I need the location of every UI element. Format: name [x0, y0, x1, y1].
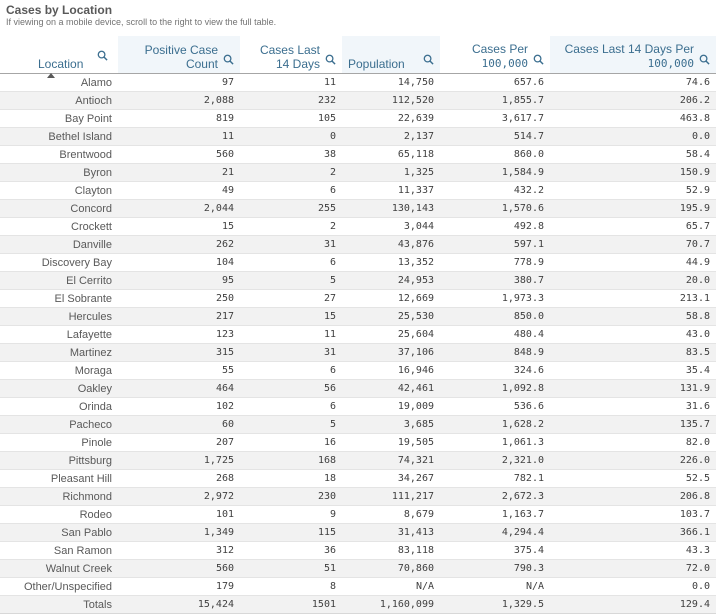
table-row [0, 560, 716, 578]
cell-positive-case-count: 60 [118, 416, 240, 434]
cell-location: Bethel Island [0, 128, 118, 146]
cell-cases-last-14-days-per-100000: 74.6 [550, 74, 716, 92]
cell-cases-last-14-days: 2 [240, 164, 342, 182]
column-header-cases-per-100000[interactable] [440, 36, 550, 74]
search-icon[interactable] [423, 54, 434, 65]
cell-location: Lafayette [0, 326, 118, 344]
table-row [0, 236, 716, 254]
cell-cases-last-14-days: 2 [240, 218, 342, 236]
cell-population: 112,520 [342, 92, 440, 110]
cell-population: 31,413 [342, 524, 440, 542]
cell-cases-last-14-days: 230 [240, 488, 342, 506]
cell-positive-case-count: 2,044 [118, 200, 240, 218]
cell-cases-last-14-days-per-100000: 52.9 [550, 182, 716, 200]
cell-population: 13,352 [342, 254, 440, 272]
cell-cases-last-14-days: 9 [240, 506, 342, 524]
totals-row [0, 596, 716, 614]
cell-cases-per-100000: 324.6 [440, 362, 550, 380]
cell-population: 14,750 [342, 74, 440, 92]
cell-cases-last-14-days-per-100000: 82.0 [550, 434, 716, 452]
cell-location: Pleasant Hill [0, 470, 118, 488]
cell-cases-last-14-days: 6 [240, 254, 342, 272]
table-row [0, 578, 716, 596]
cell-cases-per-100000: 514.7 [440, 128, 550, 146]
cell-cases-per-100000: 790.3 [440, 560, 550, 578]
cell-location: Discovery Bay [0, 254, 118, 272]
cell-cases-per-100000: 480.4 [440, 326, 550, 344]
cell-cases-last-14-days: 6 [240, 362, 342, 380]
cell-location: Other/Unspecified [0, 578, 118, 596]
cell-cases-last-14-days-per-100000: 463.8 [550, 110, 716, 128]
search-icon[interactable] [325, 54, 336, 65]
cell-cases-last-14-days: 0 [240, 128, 342, 146]
cell-cases-last-14-days-per-100000: 70.7 [550, 236, 716, 254]
cell-cases-last-14-days: 27 [240, 290, 342, 308]
cell-population: 2,137 [342, 128, 440, 146]
table-row [0, 362, 716, 380]
cell-cases-last-14-days-per-100000: 83.5 [550, 344, 716, 362]
cell-location: Clayton [0, 182, 118, 200]
cell-cases-per-100000: 4,294.4 [440, 524, 550, 542]
cell-cases-last-14-days: 1501 [240, 596, 342, 614]
table-body [0, 74, 716, 614]
cell-positive-case-count: 97 [118, 74, 240, 92]
cell-location: Walnut Creek [0, 560, 118, 578]
cell-positive-case-count: 560 [118, 146, 240, 164]
cell-cases-last-14-days-per-100000: 43.0 [550, 326, 716, 344]
cell-cases-per-100000: 2,321.0 [440, 452, 550, 470]
cell-positive-case-count: 312 [118, 542, 240, 560]
table-title: Cases by Location [6, 3, 113, 17]
cell-location: Danville [0, 236, 118, 254]
cell-positive-case-count: 250 [118, 290, 240, 308]
cell-location: Pinole [0, 434, 118, 452]
cell-cases-last-14-days-per-100000: 0.0 [550, 578, 716, 596]
cell-location: El Sobrante [0, 290, 118, 308]
cell-population: 83,118 [342, 542, 440, 560]
table-row [0, 452, 716, 470]
cell-positive-case-count: 268 [118, 470, 240, 488]
cell-population: 12,669 [342, 290, 440, 308]
cell-cases-last-14-days: 11 [240, 326, 342, 344]
cell-location: San Pablo [0, 524, 118, 542]
cell-population: 3,044 [342, 218, 440, 236]
cell-cases-last-14-days: 36 [240, 542, 342, 560]
cell-population: 43,876 [342, 236, 440, 254]
cell-cases-last-14-days: 105 [240, 110, 342, 128]
cell-positive-case-count: 2,088 [118, 92, 240, 110]
cell-positive-case-count: 55 [118, 362, 240, 380]
cell-location: Bay Point [0, 110, 118, 128]
cell-cases-last-14-days-per-100000: 43.3 [550, 542, 716, 560]
cell-cases-per-100000: 432.2 [440, 182, 550, 200]
cell-positive-case-count: 11 [118, 128, 240, 146]
table-row [0, 380, 716, 398]
column-header-cases-last-14-days-per-100000[interactable] [550, 36, 716, 74]
column-header-population[interactable] [342, 36, 440, 74]
cell-cases-last-14-days: 6 [240, 182, 342, 200]
cell-cases-last-14-days-per-100000: 58.8 [550, 308, 716, 326]
cell-cases-last-14-days: 5 [240, 416, 342, 434]
cell-positive-case-count: 1,725 [118, 452, 240, 470]
cell-cases-last-14-days: 115 [240, 524, 342, 542]
cell-location: Orinda [0, 398, 118, 416]
cell-population: 25,530 [342, 308, 440, 326]
cell-cases-last-14-days: 31 [240, 236, 342, 254]
cell-population: 24,953 [342, 272, 440, 290]
cell-cases-per-100000: 1,628.2 [440, 416, 550, 434]
cell-cases-per-100000: 1,061.3 [440, 434, 550, 452]
table-row [0, 488, 716, 506]
cell-cases-last-14-days-per-100000: 135.7 [550, 416, 716, 434]
table-row [0, 542, 716, 560]
cell-cases-per-100000: 1,329.5 [440, 596, 550, 614]
cell-cases-last-14-days-per-100000: 131.9 [550, 380, 716, 398]
cell-population: 19,505 [342, 434, 440, 452]
cell-cases-per-100000: 850.0 [440, 308, 550, 326]
cell-population: 1,325 [342, 164, 440, 182]
table-row [0, 182, 716, 200]
cell-cases-last-14-days-per-100000: 58.4 [550, 146, 716, 164]
cell-cases-last-14-days: 5 [240, 272, 342, 290]
cell-location: Oakley [0, 380, 118, 398]
column-label-positive-case-count: Positive Case Count [144, 43, 218, 71]
table-row [0, 200, 716, 218]
cell-location: San Ramon [0, 542, 118, 560]
search-icon[interactable] [97, 50, 108, 61]
cell-cases-last-14-days-per-100000: 65.7 [550, 218, 716, 236]
cell-positive-case-count: 101 [118, 506, 240, 524]
cell-cases-last-14-days: 51 [240, 560, 342, 578]
cell-cases-last-14-days-per-100000: 103.7 [550, 506, 716, 524]
cell-cases-per-100000: 375.4 [440, 542, 550, 560]
cell-population: N/A [342, 578, 440, 596]
cell-cases-last-14-days: 232 [240, 92, 342, 110]
cell-cases-per-100000: 657.6 [440, 74, 550, 92]
cell-population: 65,118 [342, 146, 440, 164]
cell-location: Concord [0, 200, 118, 218]
cell-cases-last-14-days-per-100000: 150.9 [550, 164, 716, 182]
search-icon[interactable] [699, 54, 710, 65]
cell-positive-case-count: 95 [118, 272, 240, 290]
table-row [0, 146, 716, 164]
column-label-cases-last-14-days: Cases Last 14 Days [259, 43, 320, 71]
cell-positive-case-count: 123 [118, 326, 240, 344]
cell-population: 42,461 [342, 380, 440, 398]
cell-cases-last-14-days: 6 [240, 398, 342, 416]
cell-cases-last-14-days-per-100000: 129.4 [550, 596, 716, 614]
cell-cases-per-100000: 2,672.3 [440, 488, 550, 506]
column-header-location[interactable] [0, 36, 118, 74]
cell-location: Hercules [0, 308, 118, 326]
cell-location: Richmond [0, 488, 118, 506]
cell-positive-case-count: 262 [118, 236, 240, 254]
cell-positive-case-count: 102 [118, 398, 240, 416]
cell-cases-per-100000: 492.8 [440, 218, 550, 236]
table-row [0, 506, 716, 524]
search-icon[interactable] [533, 54, 544, 65]
cell-cases-last-14-days-per-100000: 206.2 [550, 92, 716, 110]
cell-cases-per-100000: 1,570.6 [440, 200, 550, 218]
cell-cases-per-100000: 848.9 [440, 344, 550, 362]
cell-cases-last-14-days: 255 [240, 200, 342, 218]
column-header-cases-last-14-days[interactable] [240, 36, 342, 74]
cell-cases-last-14-days-per-100000: 72.0 [550, 560, 716, 578]
table-row [0, 164, 716, 182]
cell-location: Pittsburg [0, 452, 118, 470]
cell-positive-case-count: 819 [118, 110, 240, 128]
table-row [0, 524, 716, 542]
cell-positive-case-count: 21 [118, 164, 240, 182]
table-row [0, 110, 716, 128]
cell-location: El Cerrito [0, 272, 118, 290]
cell-cases-last-14-days-per-100000: 0.0 [550, 128, 716, 146]
cell-cases-per-100000: 597.1 [440, 236, 550, 254]
cell-cases-per-100000: 1,584.9 [440, 164, 550, 182]
cell-positive-case-count: 1,349 [118, 524, 240, 542]
cell-cases-per-100000: 3,617.7 [440, 110, 550, 128]
column-label-location: Location [38, 57, 84, 71]
cell-population: 111,217 [342, 488, 440, 506]
cell-cases-last-14-days-per-100000: 35.4 [550, 362, 716, 380]
cell-location: Crockett [0, 218, 118, 236]
cell-population: 22,639 [342, 110, 440, 128]
cell-population: 11,337 [342, 182, 440, 200]
cell-positive-case-count: 15,424 [118, 596, 240, 614]
cell-population: 19,009 [342, 398, 440, 416]
table-row [0, 434, 716, 452]
cell-cases-per-100000: 536.6 [440, 398, 550, 416]
cell-cases-last-14-days-per-100000: 226.0 [550, 452, 716, 470]
cell-positive-case-count: 2,972 [118, 488, 240, 506]
column-header-positive-case-count[interactable] [118, 36, 240, 74]
table-row [0, 254, 716, 272]
cell-cases-last-14-days-per-100000: 213.1 [550, 290, 716, 308]
cell-population: 130,143 [342, 200, 440, 218]
cell-cases-last-14-days: 15 [240, 308, 342, 326]
table-row [0, 398, 716, 416]
table-row [0, 470, 716, 488]
cell-positive-case-count: 560 [118, 560, 240, 578]
cell-population: 34,267 [342, 470, 440, 488]
cell-positive-case-count: 207 [118, 434, 240, 452]
cell-location: Brentwood [0, 146, 118, 164]
cell-population: 16,946 [342, 362, 440, 380]
column-label-cases-last-14-days-per-100000: Cases Last 14 Days Per 100,000 [564, 42, 694, 70]
cell-population: 74,321 [342, 452, 440, 470]
cell-population: 1,160,099 [342, 596, 440, 614]
table-row [0, 74, 716, 92]
cell-location: Martinez [0, 344, 118, 362]
cell-cases-last-14-days: 8 [240, 578, 342, 596]
cell-cases-per-100000: 1,163.7 [440, 506, 550, 524]
cell-cases-per-100000: 782.1 [440, 470, 550, 488]
cell-cases-last-14-days-per-100000: 195.9 [550, 200, 716, 218]
cell-cases-last-14-days-per-100000: 31.6 [550, 398, 716, 416]
cell-population: 37,106 [342, 344, 440, 362]
cell-cases-last-14-days: 31 [240, 344, 342, 362]
cell-positive-case-count: 179 [118, 578, 240, 596]
cell-positive-case-count: 464 [118, 380, 240, 398]
cell-population: 25,604 [342, 326, 440, 344]
table-row [0, 218, 716, 236]
cell-cases-last-14-days: 16 [240, 434, 342, 452]
cell-population: 8,679 [342, 506, 440, 524]
cell-location: Alamo [0, 74, 118, 92]
cell-location: Byron [0, 164, 118, 182]
cases-table [0, 36, 716, 614]
cell-location: Pacheco [0, 416, 118, 434]
cell-population: 70,860 [342, 560, 440, 578]
table-row [0, 344, 716, 362]
cell-positive-case-count: 104 [118, 254, 240, 272]
cell-cases-per-100000: 380.7 [440, 272, 550, 290]
cell-cases-last-14-days: 38 [240, 146, 342, 164]
cell-cases-per-100000: 778.9 [440, 254, 550, 272]
search-icon[interactable] [223, 54, 234, 65]
cell-location: Totals [0, 596, 118, 614]
cell-location: Rodeo [0, 506, 118, 524]
cell-cases-last-14-days: 168 [240, 452, 342, 470]
cell-cases-last-14-days: 56 [240, 380, 342, 398]
cell-population: 3,685 [342, 416, 440, 434]
table-row [0, 272, 716, 290]
cell-cases-last-14-days: 11 [240, 74, 342, 92]
sort-ascending-indicator [47, 73, 55, 78]
cell-positive-case-count: 49 [118, 182, 240, 200]
column-label-cases-per-100000: Cases Per 100,000 [471, 42, 528, 70]
cell-cases-last-14-days-per-100000: 206.8 [550, 488, 716, 506]
cell-cases-per-100000: 1,855.7 [440, 92, 550, 110]
cell-location: Moraga [0, 362, 118, 380]
cell-cases-per-100000: 1,973.3 [440, 290, 550, 308]
cell-cases-per-100000: 860.0 [440, 146, 550, 164]
cell-cases-last-14-days-per-100000: 366.1 [550, 524, 716, 542]
cell-positive-case-count: 315 [118, 344, 240, 362]
table-row [0, 290, 716, 308]
cell-positive-case-count: 15 [118, 218, 240, 236]
column-label-population: Population [348, 57, 405, 71]
cell-cases-last-14-days-per-100000: 20.0 [550, 272, 716, 290]
cell-cases-per-100000: N/A [440, 578, 550, 596]
header-row [0, 36, 716, 74]
cell-cases-last-14-days-per-100000: 44.9 [550, 254, 716, 272]
table-row [0, 326, 716, 344]
table-row [0, 128, 716, 146]
table-row [0, 416, 716, 434]
cell-cases-per-100000: 1,092.8 [440, 380, 550, 398]
cell-positive-case-count: 217 [118, 308, 240, 326]
table-row [0, 92, 716, 110]
cell-cases-last-14-days-per-100000: 52.5 [550, 470, 716, 488]
table-row [0, 308, 716, 326]
cell-cases-last-14-days: 18 [240, 470, 342, 488]
table-subtitle: If viewing on a mobile device, scroll to the right to view the full table. [6, 17, 277, 27]
cell-location: Antioch [0, 92, 118, 110]
